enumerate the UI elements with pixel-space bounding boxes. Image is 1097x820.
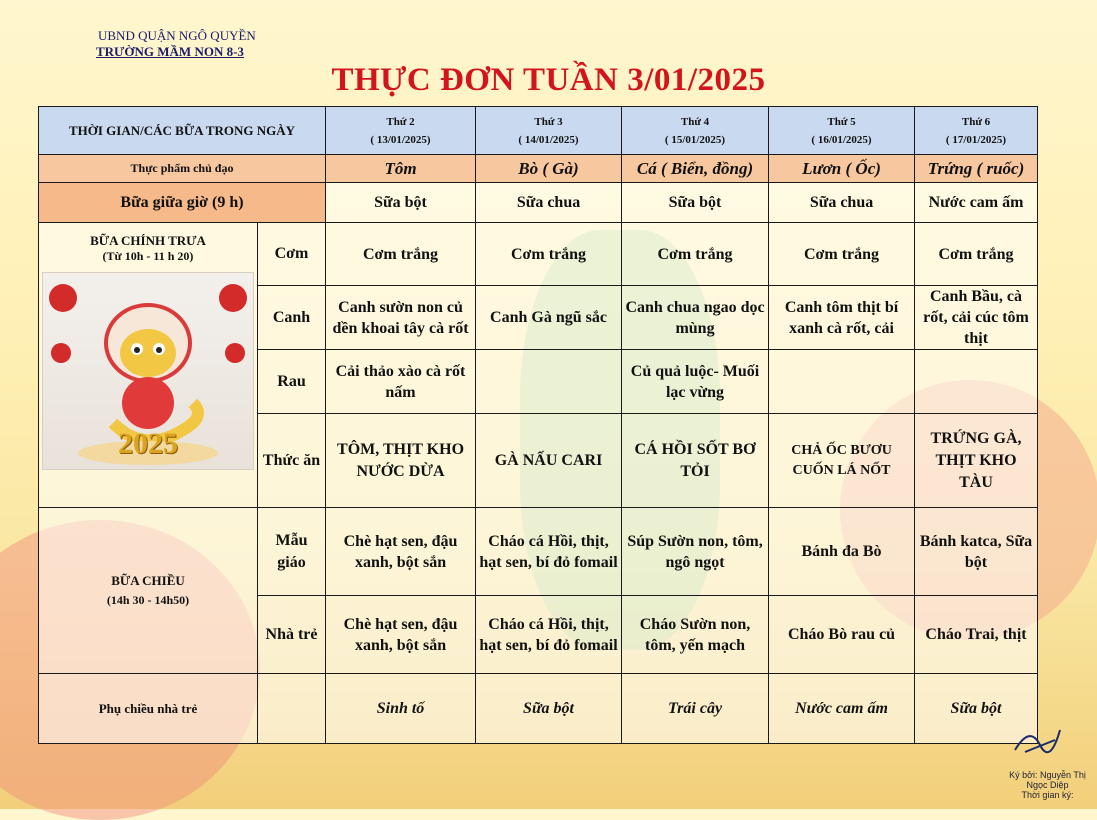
lunch-cell: Cơm trắng — [622, 223, 769, 286]
afternoon-cell: Cháo cá Hồi, thịt, hạt sen, bí đỏ fomail — [476, 596, 622, 674]
lunch-label: BỮA CHÍNH TRƯA — [90, 233, 206, 248]
lunch-cell: Canh chua ngao dọc mùng — [622, 286, 769, 350]
afternoon-cell: Chè hạt sen, đậu xanh, bột sắn — [326, 508, 476, 596]
year-label: 2025 — [118, 427, 178, 460]
main-dish-cell: TRỨNG GÀ, THỊT KHO TÀU — [915, 414, 1038, 508]
main-food-cell: Bò ( Gà) — [476, 155, 622, 183]
main-dish-cell: CÁ HỒI SỐT BƠ TỎI — [622, 414, 769, 508]
extra-snack-cell: Sinh tố — [326, 674, 476, 744]
main-food-cell: Cá ( Biển, đồng) — [622, 155, 769, 183]
afternoon-label-cell — [39, 508, 258, 674]
day-name: Thứ 5 — [827, 115, 856, 128]
extra-snack-cell: Trái cây — [622, 674, 769, 744]
menu-table — [38, 106, 1038, 744]
lunch-cell: Cơm trắng — [476, 223, 622, 286]
lunch-cell: Canh tôm thịt bí xanh cà rốt, cải — [769, 286, 915, 350]
day-date: ( 17/01/2025) — [945, 133, 1007, 146]
page-title: THỰC ĐƠN TUẦN 3/01/2025 — [331, 62, 766, 98]
extra-snack-row — [39, 674, 1038, 744]
tet-dragon-image — [42, 272, 254, 470]
afternoon-cell: Cháo cá Hồi, thịt, hạt sen, bí đỏ fomail — [476, 508, 622, 596]
lunch-cell: Cơm trắng — [326, 223, 476, 286]
lunch-label-cell — [39, 223, 258, 508]
day-name: Thứ 4 — [680, 115, 710, 128]
day-name: Thứ 3 — [534, 115, 563, 128]
afternoon-row-label: Nhà trẻ — [258, 596, 326, 674]
day-header — [622, 107, 769, 155]
main-food-cell: Lươn ( Ốc) — [769, 155, 915, 183]
afternoon-cell: Súp Sườn non, tôm, ngô ngọt — [622, 508, 769, 596]
snack-cell: Nước cam ấm — [915, 183, 1038, 223]
afternoon-cell: Cháo Bò rau củ — [769, 596, 915, 674]
lunch-rice-row — [39, 223, 1038, 286]
snack-cell: Sữa chua — [769, 183, 915, 223]
digital-signature — [1000, 770, 1095, 800]
afternoon-label: BỮA CHIỀU — [111, 573, 185, 588]
day-header — [769, 107, 915, 155]
afternoon-cell: Bánh katca, Sữa bột — [915, 508, 1038, 596]
extra-snack-cell: Sữa bột — [476, 674, 622, 744]
afternoon-kinder-row — [39, 508, 1038, 596]
day-date: ( 13/01/2025) — [370, 133, 431, 146]
lunch-row-label: Thức ăn — [258, 414, 326, 508]
afternoon-cell: Cháo Sườn non, tôm, yến mạch — [622, 596, 769, 674]
afternoon-cell: Chè hạt sen, đậu xanh, bột sắn — [326, 596, 476, 674]
day-date: ( 14/01/2025) — [518, 133, 579, 146]
day-date: ( 16/01/2025) — [811, 133, 872, 146]
lunch-row-label: Canh — [258, 286, 326, 350]
lunch-cell — [476, 350, 622, 414]
day-header — [915, 107, 1038, 155]
snack-cell: Sữa bột — [326, 183, 476, 223]
lunch-cell — [769, 350, 915, 414]
signature-signer: Ký bởi: Nguyễn Thị Ngọc Diệp — [1009, 770, 1086, 790]
lunch-cell — [915, 350, 1038, 414]
snack-cell: Sữa bột — [622, 183, 769, 223]
afternoon-cell: Bánh đa Bò — [769, 508, 915, 596]
afternoon-time: (14h 30 - 14h50) — [106, 593, 190, 607]
extra-snack-cell: Sữa bột — [915, 674, 1038, 744]
org-line-2: TRƯỜNG MẦM NON 8-3 — [96, 44, 244, 59]
lunch-row-label: Rau — [258, 350, 326, 414]
snack-label: Bữa giữa giờ (9 h) — [39, 183, 326, 223]
main-food-cell: Trứng ( ruốc) — [915, 155, 1038, 183]
day-header — [326, 107, 476, 155]
main-food-cell: Tôm — [326, 155, 476, 183]
time-header: THỜI GIAN/CÁC BỮA TRONG NGÀY — [39, 107, 326, 155]
day-date: ( 15/01/2025) — [664, 133, 726, 146]
day-name: Thứ 2 — [386, 115, 415, 128]
afternoon-cell: Cháo Trai, thịt — [915, 596, 1038, 674]
lunch-cell: Canh Gà ngũ sắc — [476, 286, 622, 350]
lunch-cell: Canh sườn non củ dền khoai tây cà rốt — [326, 286, 476, 350]
main-food-label: Thực phẩm chủ đạo — [39, 155, 326, 183]
snack-cell: Sữa chua — [476, 183, 622, 223]
snack-row — [39, 183, 1038, 223]
day-header — [476, 107, 622, 155]
main-dish-cell: GÀ NẤU CARI — [476, 414, 622, 508]
main-dish-cell: CHẢ ỐC BƯƠU CUỐN LÁ NỐT — [769, 414, 915, 508]
lunch-cell: Cải thảo xào cà rốt nấm — [326, 350, 476, 414]
empty-cell — [258, 674, 326, 744]
day-name: Thứ 6 — [961, 115, 991, 128]
lunch-cell: Canh Bầu, cà rốt, cải cúc tôm thịt — [915, 286, 1038, 350]
main-food-row — [39, 155, 1038, 183]
lunch-cell: Cơm trắng — [915, 223, 1038, 286]
extra-snack-label: Phụ chiều nhà trẻ — [39, 674, 258, 744]
org-line-1: UBND QUẬN NGÔ QUYỀN — [98, 28, 256, 43]
extra-snack-cell: Nước cam ấm — [769, 674, 915, 744]
main-dish-cell: TÔM, THỊT KHO NƯỚC DỪA — [326, 414, 476, 508]
lunch-time: (Từ 10h - 11 h 20) — [102, 249, 194, 263]
lunch-cell: Củ quả luộc- Muối lạc vừng — [622, 350, 769, 414]
afternoon-row-label: Mẫu giáo — [258, 508, 326, 596]
signature-time: Thời gian ký: — [1021, 790, 1074, 800]
lunch-row-label: Cơm — [258, 223, 326, 286]
lunch-cell: Cơm trắng — [769, 223, 915, 286]
signature-mark — [1010, 720, 1070, 760]
days-header-row — [39, 107, 1038, 155]
